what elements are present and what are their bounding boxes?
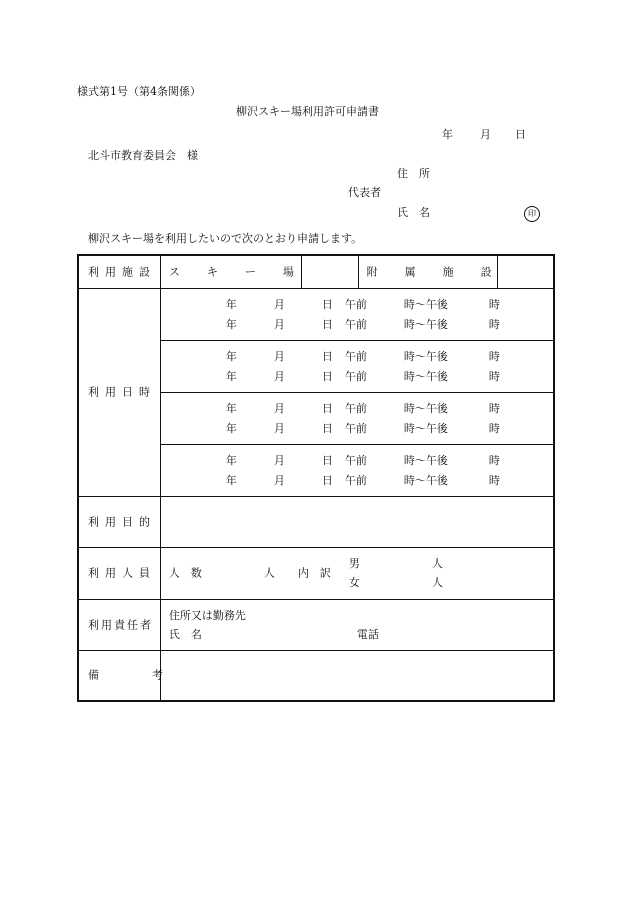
datetime-block-2[interactable]	[160, 340, 554, 392]
purpose-label-cell	[78, 496, 160, 547]
address-label: 住 所	[397, 167, 430, 180]
male-label: 男	[348, 556, 360, 570]
facility-label-cell	[78, 255, 160, 288]
breakdown-label: 内 訳	[297, 566, 331, 580]
datetime-line: 年 月 日 午前 時〜午後 時	[225, 369, 500, 383]
datetime-block-4[interactable]	[160, 444, 554, 496]
datetime-line: 年 月 日 午前 時〜午後 時	[225, 349, 500, 363]
people-count-label: 人 数	[168, 566, 202, 580]
annex-facility-label: 附属施設	[366, 265, 519, 279]
form-number: 様式第1号（第4条関係）	[77, 85, 201, 98]
seal-mark-icon: 印	[524, 206, 540, 222]
datetime-block-3[interactable]	[160, 392, 554, 444]
datetime-label-cell	[78, 288, 160, 496]
ski-area-cell	[160, 255, 321, 288]
people-input-cell[interactable]	[160, 547, 554, 599]
ski-area-label: スキー場	[168, 265, 321, 279]
datetime-line: 年 月 日 午前 時〜午後 時	[225, 297, 500, 311]
addressee: 北斗市教育委員会 様	[88, 149, 198, 162]
datetime-line: 年 月 日 午前 時〜午後 時	[225, 401, 500, 415]
ski-area-check-cell[interactable]	[302, 255, 358, 288]
people-label: 利用人員	[88, 566, 156, 580]
representative-label: 代表者	[348, 186, 381, 199]
datetime-row	[78, 288, 554, 340]
datetime-block-1[interactable]	[160, 288, 554, 340]
application-form-table	[77, 254, 555, 702]
remarks-input-cell[interactable]	[160, 650, 554, 701]
remarks-label-cell	[78, 650, 216, 701]
date-month-label: 月	[480, 128, 491, 141]
purpose-label: 利用目的	[88, 515, 156, 528]
page-title: 柳沢スキー場利用許可申請書	[236, 105, 379, 118]
datetime-line: 年 月 日 午前 時〜午後 時	[225, 453, 500, 467]
responsible-input-cell[interactable]	[160, 599, 554, 650]
purpose-input-cell[interactable]	[160, 496, 554, 547]
address-or-work-label: 住所又は勤務先	[168, 608, 246, 622]
responsible-label: 利用責任者	[88, 618, 153, 631]
remarks-label: 備考	[88, 668, 216, 682]
remarks-row	[78, 650, 554, 701]
datetime-line: 年 月 日 午前 時〜午後 時	[225, 421, 500, 435]
people-count-unit: 人	[263, 566, 275, 580]
responsible-row	[78, 599, 554, 650]
purpose-row	[78, 496, 554, 547]
date-year-label: 年	[442, 128, 453, 141]
responsible-name-label: 氏 名	[168, 627, 202, 641]
datetime-line: 年 月 日 午前 時〜午後 時	[225, 317, 500, 331]
datetime-line: 年 月 日 午前 時〜午後 時	[225, 473, 500, 487]
female-unit: 人	[431, 575, 443, 589]
facility-row	[78, 255, 554, 288]
people-row	[78, 547, 554, 599]
date-day-label: 日	[515, 128, 526, 141]
people-label-cell	[78, 547, 160, 599]
datetime-label: 利用日時	[88, 385, 156, 399]
responsible-label-cell	[78, 599, 160, 650]
application-statement: 柳沢スキー場を利用したいので次のとおり申請します。	[88, 232, 363, 245]
phone-label: 電話	[356, 627, 379, 641]
facility-label: 利用施設	[88, 265, 156, 279]
annex-check-cell[interactable]	[498, 255, 554, 288]
annex-label-cell	[358, 255, 519, 288]
female-label: 女	[348, 575, 360, 589]
male-unit: 人	[431, 556, 443, 570]
name-label: 氏 名	[397, 206, 430, 219]
